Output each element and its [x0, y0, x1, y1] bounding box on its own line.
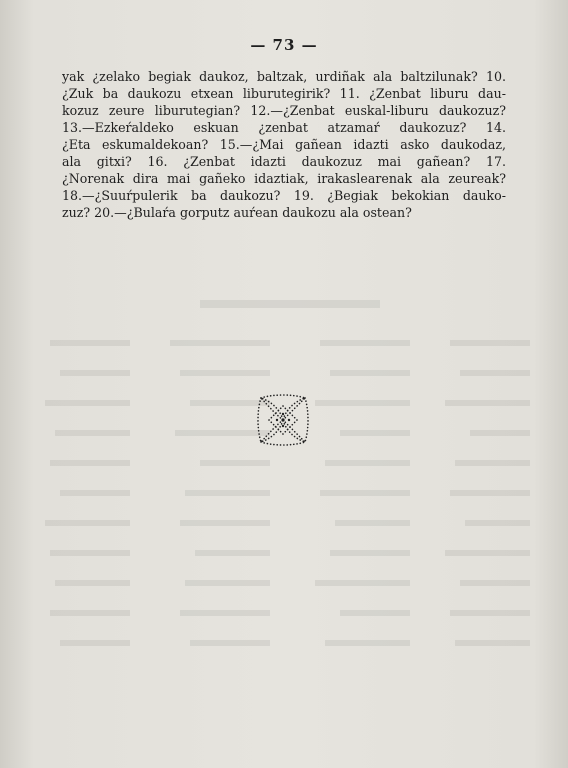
exercise-paragraph: [62, 68, 506, 221]
page-number: — 73 —: [250, 36, 318, 54]
text-line: 18.—¿Suuŕpulerik ba daukozu? 19. ¿Begiak bekokian dauko-: [62, 188, 506, 203]
show-through-texture: [40, 300, 530, 680]
text-line: ¿Zuk ba daukozu etxean liburutegirik? 11. ¿Zenbat liburu dau-: [62, 86, 506, 101]
text-line: zuz? 20.—¿Bulaŕa gorputz auŕean daukozu ala ostean?: [62, 205, 412, 220]
ornament-icon: [255, 392, 311, 448]
text-line: ala gitxi? 16. ¿Zenbat idazti daukozuz mai gañean? 17.: [62, 154, 506, 169]
text-line: kozuz zeure liburutegian? 12.—¿Zenbat euskal-liburu daukozuz?: [62, 103, 506, 118]
text-line: ¿Norenak dira mai gañeko idaztiak, irakaslearenak ala zeureak?: [62, 171, 506, 186]
text-line: ¿Eta eskumaldekoan? 15.—¿Mai gañean idazti asko daukodaz,: [62, 137, 506, 152]
text-line: 13.—Ezkeŕaldeko eskuan ¿zenbat atzamaŕ daukozuz? 14.: [62, 120, 506, 135]
text-line: yak ¿zelako begiak daukoz, baltzak, urdiñak ala baltzilunak? 10.: [62, 69, 506, 84]
